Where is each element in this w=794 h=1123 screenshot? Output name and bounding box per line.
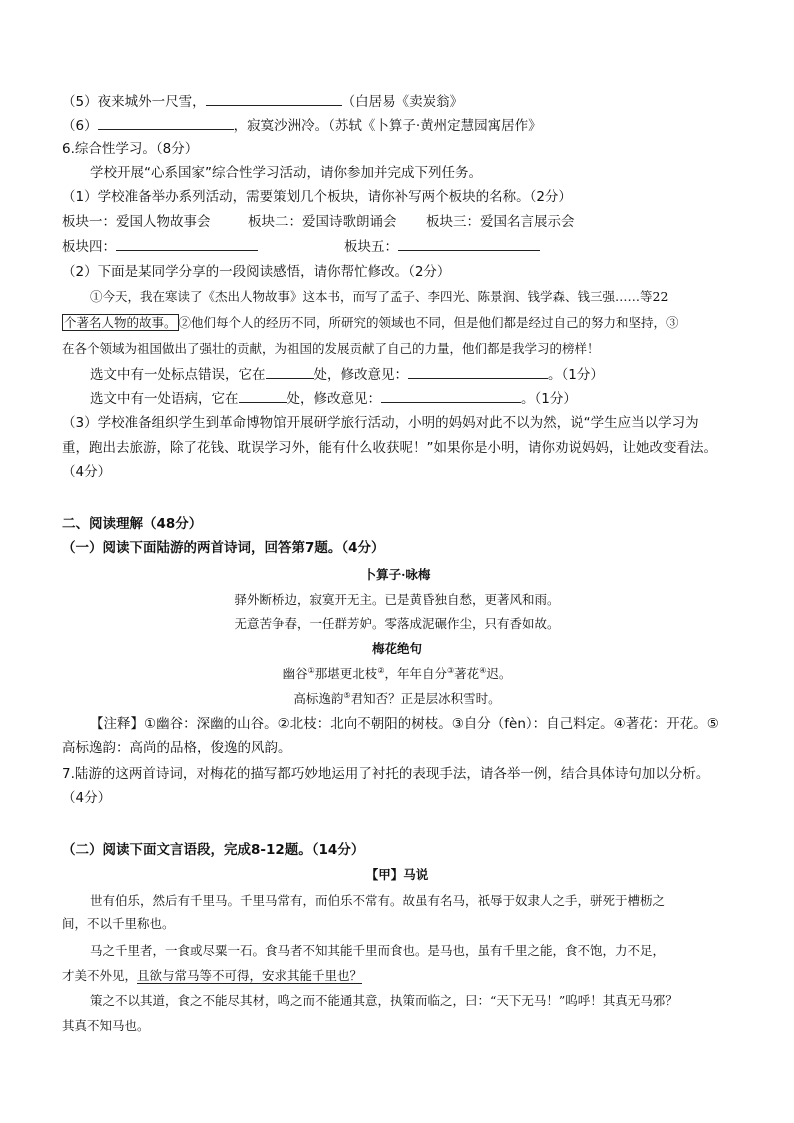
- fix2-score: 。（1分）: [521, 391, 577, 407]
- notes-line2: 高标逸韵：高尚的品格，俊逸的风韵。: [62, 740, 292, 756]
- poem-text: 迟。: [486, 666, 512, 681]
- passage-text: ②他们每个人的经历不同，所研究的领域也不同，但是他们都是经过自己的努力和坚持，③: [178, 315, 679, 330]
- board1: 板块一：爱国人物故事会: [62, 214, 211, 230]
- passage-line-2: [62, 313, 679, 333]
- poem2-title: 梅花绝句: [371, 641, 422, 656]
- footnote-mark: ①: [307, 665, 315, 675]
- q6-task1: （1）学校准备举办系列活动，需要策划几个板块，请你补写两个板块的名称。（2分）: [62, 189, 572, 205]
- footnote-mark: ②: [377, 665, 385, 675]
- q6-task3-line3: （4分）: [62, 464, 112, 480]
- poem-text: ，年年自分: [384, 666, 447, 681]
- footnote-mark: ③: [447, 665, 455, 675]
- answer-blank[interactable]: [116, 236, 258, 251]
- poem-text: 君知否？正是层冰积雪时。: [350, 691, 501, 706]
- poem1-title: 卜算子·咏梅: [363, 567, 431, 582]
- poem-text: 高标逸韵: [293, 691, 344, 706]
- mashuo-text: 才美不外见，: [62, 968, 138, 983]
- mashuo-line2: 间，不以千里称也。: [62, 916, 175, 931]
- answer-blank[interactable]: [206, 91, 342, 106]
- answer-blank[interactable]: [98, 115, 234, 130]
- answer-blank[interactable]: [381, 388, 521, 403]
- poem-text: 著花: [454, 666, 480, 681]
- section2-title: （二）阅读下面文言语段，完成8-12题。（14分）: [62, 842, 365, 858]
- board5-wrap: [344, 236, 540, 257]
- passage-text: ①今天，我在寒读了《杰出人物故事》这本书，而写了孟子、李四光、陈景润、钱学森、钱三强……等22: [90, 289, 669, 304]
- q7-line1: 7.陆游的这两首诗词，对梅花的描写都巧妙地运用了衬托的表现手法，请各举一例，结合具体诗句加以分析。: [62, 766, 710, 782]
- q6-title: 6.综合性学习。（8分）: [62, 141, 199, 157]
- footnote-mark: ⑤: [343, 690, 351, 700]
- mashuo-line3: 马之千里者，一食或尽粟一石。食马者不知其能千里而食也。是马也，虽有千里之能，食不饱，力不足，: [90, 943, 666, 958]
- q5-5-line: [62, 91, 463, 112]
- board3: 板块三：爱国名言展示会: [426, 214, 575, 230]
- poem1-line2: 无意苦争春，一任群芳妒。零落成泥碾作尘，只有香如故。: [234, 616, 560, 631]
- q6-task3-line2: 重，跑出去旅游，除了花钱、耽误学习外，能有什么收获呢！”如果你是小明，请你劝说妈妈，让她改变看法。: [62, 440, 717, 456]
- mashuo-line4: [62, 966, 362, 986]
- poem2-line2: [0, 689, 794, 709]
- poem-text: 那堪更北枝: [314, 666, 378, 681]
- section1-title: （一）阅读下面陆游的两首诗词，回答第7题。（4分）: [62, 540, 385, 556]
- board-line-2: [62, 236, 398, 257]
- answer-blank[interactable]: [266, 364, 314, 379]
- board4: 板块四：: [62, 239, 116, 255]
- mashuo-line6: 其真不知马也。: [62, 1018, 150, 1033]
- fix2-line: [90, 388, 577, 409]
- passage-line-3: [62, 339, 600, 359]
- jia-title: 【甲】马说: [365, 867, 429, 882]
- part2-title: 二、阅读理解（48分）: [62, 516, 203, 532]
- poem1-line1: 驿外断桥边，寂寞开无主。已是黄昏独自愁，更著风和雨。: [234, 592, 560, 607]
- q7-line2: （4分）: [62, 790, 112, 806]
- q6-intro: 学校开展“心系国家”综合性学习活动，请你参加并完成下列任务。: [90, 165, 482, 181]
- answer-blank[interactable]: [398, 236, 540, 251]
- passage-boxed-sentence: 个著名人物的故事。: [64, 315, 177, 330]
- q5-6-suffix: ，寂寞沙洲冷。（苏轼《卜算子·黄州定慧园寓居作》: [233, 118, 542, 134]
- board-line-1: [62, 212, 575, 232]
- poem2-line1: [0, 664, 794, 684]
- notes-line1: 【注释】①幽谷：深幽的山谷。②北枝：北向不朝阳的树枝。③自分（fèn）：自己料定。④著花：开花。⑤: [90, 716, 719, 732]
- q6-task2: （2）下面是某同学分享的一段阅读感悟，请你帮忙修改。（2分）: [62, 264, 451, 280]
- passage-line-1: [90, 287, 668, 307]
- mashuo-line5: 策之不以其道，食之不能尽其材，鸣之而不能通其意，执策而临之，曰：“天下无马！”呜呼！其真无马邪？: [90, 993, 678, 1008]
- q5-5-suffix: （白居易《卖炭翁》: [341, 94, 464, 110]
- q5-6-prefix: （6）: [62, 118, 98, 134]
- fix2-label: 选文中有一处语病，它在: [90, 391, 239, 407]
- fix1-label: 处，修改意见：: [313, 367, 408, 383]
- answer-blank[interactable]: [239, 388, 287, 403]
- poem-text: 幽谷: [282, 666, 308, 681]
- fix1-score: 。（1分）: [548, 367, 604, 383]
- mashuo-line1: 世有伯乐，然后有千里马。千里马常有，而伯乐不常有。故虽有名马，祇辱于奴隶人之手，骈死于槽枥之: [90, 893, 666, 908]
- passage-text: 在各个领域为祖国做出了强壮的贡献，为祖国的发展贡献了自己的力量，他们都是我学习的榜样！: [62, 341, 600, 356]
- fix1-line: [90, 364, 604, 385]
- board2: 板块二：爱国诗歌朗诵会: [248, 214, 397, 230]
- board5: 板块五：: [344, 239, 398, 255]
- underlined-sentence: 且欲与常马等不可得，安求其能千里也？: [137, 968, 363, 983]
- answer-blank[interactable]: [408, 364, 548, 379]
- q5-5-prefix: （5）夜来城外一尺雪，: [62, 94, 206, 110]
- fix2-label: 处，修改意见：: [286, 391, 381, 407]
- fix1-label: 选文中有一处标点错误，它在: [90, 367, 266, 383]
- q6-task3-line1: （3）学校准备组织学生到革命博物馆开展研学旅行活动，小明的妈妈对此不以为然，说“学生应当以学习为: [62, 415, 699, 431]
- q5-6-line: [62, 115, 542, 136]
- footnote-mark: ④: [479, 665, 487, 675]
